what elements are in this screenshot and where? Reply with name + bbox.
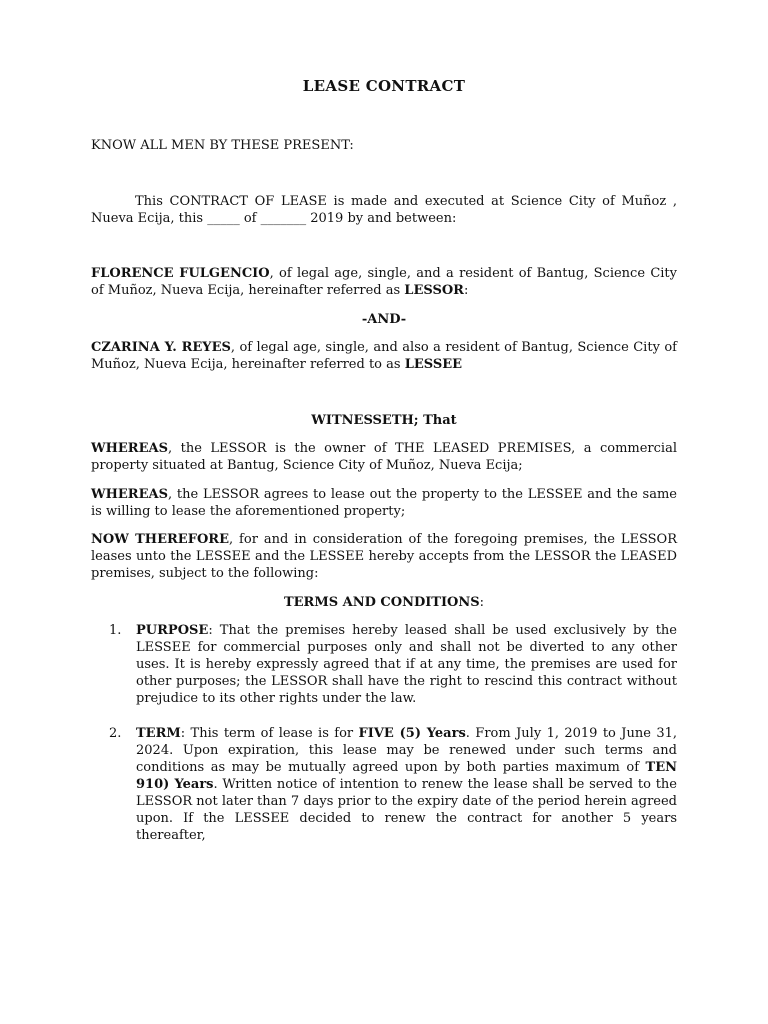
lessee-name: CZARINA Y. REYES: [91, 340, 231, 355]
lessor-name: FLORENCE FULGENCIO: [91, 266, 270, 281]
term-number: 2.: [109, 726, 122, 741]
terms-heading-colon: :: [479, 595, 485, 610]
lessee-paragraph: [91, 339, 677, 373]
terms-heading: [91, 594, 677, 611]
terms-heading-text: TERMS AND CONDITIONS: [283, 595, 480, 610]
lessor-paragraph: [91, 265, 677, 299]
lessor-description: , of legal age, single, and a resident of Bantug, Science City of Muñoz, Nueva Ecija, hereinafter referred as: [91, 266, 677, 298]
whereas-paragraph-1: [91, 440, 677, 474]
now-therefore-lead: NOW THEREFORE: [91, 532, 229, 547]
whereas-text-1: , the LESSOR is the owner of THE LEASED PREMISES, a commercial property situated at Bantug, Science City of Muñoz, Nueva Ecija;: [91, 441, 677, 473]
lessee-role: LESSEE: [404, 357, 463, 372]
and-separator: -AND-: [361, 312, 407, 327]
term-text: [136, 622, 677, 707]
term-heading: TERM: [136, 726, 181, 741]
term-duration: FIVE (5) Years: [358, 726, 466, 741]
whereas-text-2: , the LESSOR agrees to lease out the property to the LESSEE and the same is willing to lease the aforementioned property;: [91, 487, 677, 519]
term-body: : That the premises hereby leased shall be used exclusively by the LESSEE for commercial purposes only and shall not be diverted to any other uses. It is hereby expressly agreed that if at any time, the premises are used for other purposes; the LESSOR shall have the right to rescind this contract without prejudice to its other rights under the law.: [136, 623, 677, 706]
term-item: [91, 622, 677, 707]
term-body-b: . From July 1, 2019 to June 31, 2024. Upon expiration, this lease may be renewed under such terms and conditions as may be mutually agreed upon by both parties maximum of: [136, 726, 677, 775]
witnesseth-heading: WITNESSETH; That: [311, 413, 457, 428]
term-body-c: . Written notice of intention to renew the lease shall be served to the LESSOR not later than 7 days prior to the expiry date of the period herein agreed upon. If the LESSEE decided to renew the contract for another 5 years thereafter,: [136, 777, 677, 843]
lessee-description: , of legal age, single, and also a resident of Bantug, Science City of Muñoz, Nueva Ecija, hereinafter referred to as: [91, 340, 677, 372]
term-text: [136, 725, 677, 844]
term-number: 1.: [109, 623, 122, 638]
intro-paragraph: This CONTRACT OF LEASE is made and executed at Science City of Muñoz , Nueva Ecija, this _____ of _______ 2019 by and between:: [91, 194, 677, 226]
whereas-lead-2: WHEREAS: [91, 487, 168, 502]
document-title: LEASE CONTRACT: [302, 77, 466, 95]
whereas-lead-1: WHEREAS: [91, 441, 168, 456]
lessor-end: :: [463, 283, 469, 298]
now-therefore-text: , for and in consideration of the foregoing premises, the LESSOR leases unto the LESSEE and the LESSEE hereby accepts from the LESSOR the LEASED premises, subject to the following:: [91, 532, 677, 581]
term-heading: PURPOSE: [136, 623, 209, 638]
now-therefore-paragraph: [91, 531, 677, 582]
salutation: KNOW ALL MEN BY THESE PRESENT:: [91, 138, 354, 153]
lessor-role: LESSOR: [404, 283, 464, 298]
whereas-paragraph-2: [91, 486, 677, 520]
term-body-a: : This term of lease is for: [180, 726, 359, 741]
term-maximum: TEN 910) Years: [136, 760, 677, 792]
term-item: [91, 725, 677, 844]
